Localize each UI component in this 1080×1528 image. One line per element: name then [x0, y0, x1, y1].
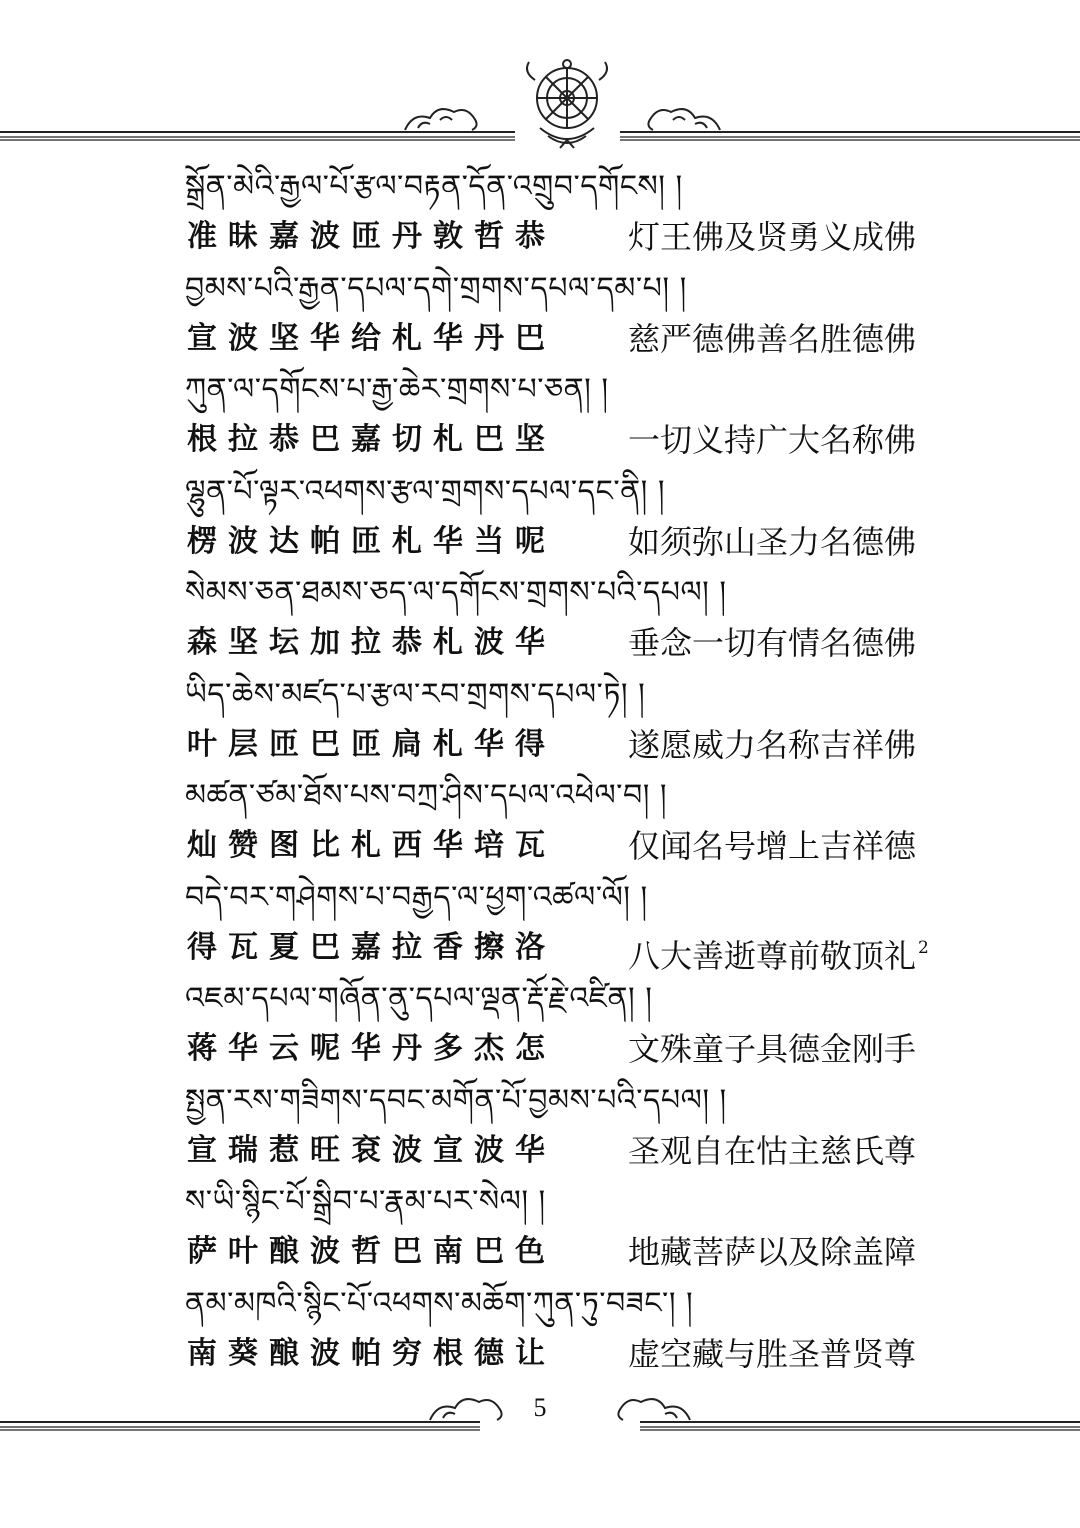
transliteration-text: 根拉恭巴嘉切札巴坚	[187, 422, 556, 457]
verse	[185, 771, 945, 873]
tibetan-line: སེམས་ཅན་ཐམས་ཅད་ལ་དགོངས་གྲགས་པའི་དཔལ། །	[185, 575, 727, 610]
chinese-translation	[628, 620, 916, 666]
tibetan-line: ས་ཡི་སྙིང་པོ་སྒྲིབ་པ་རྣམ་པར་སེལ། །	[185, 1184, 546, 1219]
chinese-text: 圣观自在怙主慈氏尊	[628, 1131, 917, 1170]
transliteration-text: 南葵酿波帕穷根德让	[187, 1335, 556, 1371]
chinese-text: 八大善逝尊前敬顶礼	[628, 936, 917, 975]
tibetan-line: འཇམ་དཔལ་གཞོན་ནུ་དཔལ་ལྡན་རྡོ་རྗེ་འཛིན། །	[185, 981, 653, 1016]
tibetan-line: བདེ་བར་གཤེགས་པ་བརྒྱད་ལ་ཕྱག་འཚལ་ལོ། །	[185, 879, 648, 915]
chinese-text: 地藏菩萨以及除盖障	[628, 1233, 917, 1271]
chinese-text: 虚空藏与胜圣普贤尊	[628, 1334, 917, 1373]
chinese-text: 垂念一切有情名德佛	[628, 624, 917, 662]
transliteration-text: 萨叶酿波哲巴南巴色	[187, 1234, 556, 1269]
translation-row	[185, 925, 945, 975]
transliteration-text: 楞波达帕匝札华当呢	[187, 523, 556, 559]
verse-list	[185, 162, 945, 1380]
footnote-marker: 2	[918, 937, 929, 958]
transliteration-text: 森坚坛加拉恭札波华	[187, 625, 556, 660]
transliteration-text: 灿赞图比札西华培瓦	[187, 828, 556, 863]
chinese-translation	[628, 519, 916, 565]
verse	[185, 1076, 945, 1178]
translation-row	[185, 519, 945, 565]
translation-row	[185, 1331, 945, 1377]
chinese-text: 灯王佛及贤勇义成佛	[628, 218, 917, 256]
cloud-ornament-icon	[405, 109, 477, 130]
translation-row	[185, 823, 945, 869]
translation-row	[185, 1026, 945, 1072]
chinese-text: 慈严德佛善名胜德佛	[628, 319, 917, 358]
chinese-text: 遂愿威力名称吉祥佛	[628, 725, 917, 764]
verse	[185, 670, 945, 772]
translation-row	[185, 722, 945, 768]
chinese-translation	[628, 1229, 916, 1275]
chinese-translation	[628, 1331, 916, 1377]
transliteration-text: 蒋华云呢华丹多杰怎	[187, 1031, 556, 1066]
chinese-translation	[628, 417, 916, 463]
verse	[185, 467, 945, 569]
tibetan-line: མཚན་ཙམ་ཐོས་པས་བཀྲ་ཤིས་དཔལ་འཕེལ་བ། །	[185, 778, 668, 813]
chinese-text: 文殊童子具德金刚手	[628, 1030, 917, 1068]
verse	[185, 264, 945, 366]
translation-row	[185, 214, 945, 260]
verse	[185, 1279, 945, 1381]
tibetan-line: ལྷུན་པོ་ལྟར་འཕགས་རྩལ་གྲགས་དཔལ་དང་ནི། །	[185, 473, 665, 509]
tibetan-line: བྱམས་པའི་རྒྱན་དཔལ་དགེ་གྲགས་དཔལ་དམ་པ། །	[185, 270, 687, 306]
translation-row	[185, 316, 945, 362]
header-ornament	[0, 40, 1080, 160]
page-number: 5	[533, 1393, 547, 1422]
chinese-text: 仅闻名号增上吉祥德	[628, 827, 917, 865]
tibetan-line: སྤྱན་རས་གཟིགས་དབང་མགོན་པོ་བྱམས་པའི་དཔལ། །	[185, 1082, 727, 1118]
chinese-translation	[628, 823, 916, 869]
chinese-text: 如须弥山圣力名德佛	[628, 522, 917, 561]
verse	[185, 974, 945, 1076]
chinese-text: 一切义持广大名称佛	[628, 421, 917, 459]
chinese-translation	[628, 1026, 916, 1072]
chinese-translation	[628, 1128, 916, 1174]
verse	[185, 873, 945, 975]
verse	[185, 365, 945, 467]
translation-row	[185, 1128, 945, 1174]
transliteration-text: 准昧嘉波匝丹敦哲恭	[187, 219, 556, 254]
verse	[185, 1177, 945, 1279]
verse	[185, 568, 945, 670]
chinese-translation	[628, 722, 916, 768]
transliteration-text: 宣波坚华给札华丹巴	[187, 320, 556, 356]
tibetan-line: ཀུན་ལ་དགོངས་པ་རྒྱ་ཆེར་གྲགས་པ་ཅན། །	[185, 372, 609, 407]
transliteration-text: 得瓦夏巴嘉拉香擦洛	[187, 929, 556, 965]
dharma-wheel-icon	[527, 60, 607, 148]
tibetan-line: ཡིད་ཆེས་མཛད་པ་རྩལ་རབ་གྲགས་དཔལ་ཏེ། །	[185, 676, 646, 712]
chinese-translation	[628, 214, 916, 260]
chinese-translation	[628, 316, 916, 362]
verse	[185, 162, 945, 264]
tibetan-line: ནམ་མཁའི་སྙིང་པོ་འཕགས་མཆོག་ཀུན་ཏུ་བཟང་། །	[185, 1285, 694, 1321]
translation-row	[185, 417, 945, 463]
transliteration-text: 宣瑞惹旺袞波宣波华	[187, 1132, 556, 1168]
translation-row	[185, 620, 945, 666]
translation-row	[185, 1229, 945, 1275]
chinese-translation	[628, 925, 929, 979]
tibetan-line: སྒྲོན་མེའི་རྒྱལ་པོ་རྩལ་བརྟན་དོན་འགྲུབ་དགོངས། །	[185, 169, 683, 204]
cloud-ornament-icon	[648, 109, 720, 130]
transliteration-text: 叶层匝巴匝扃札华得	[187, 726, 556, 762]
